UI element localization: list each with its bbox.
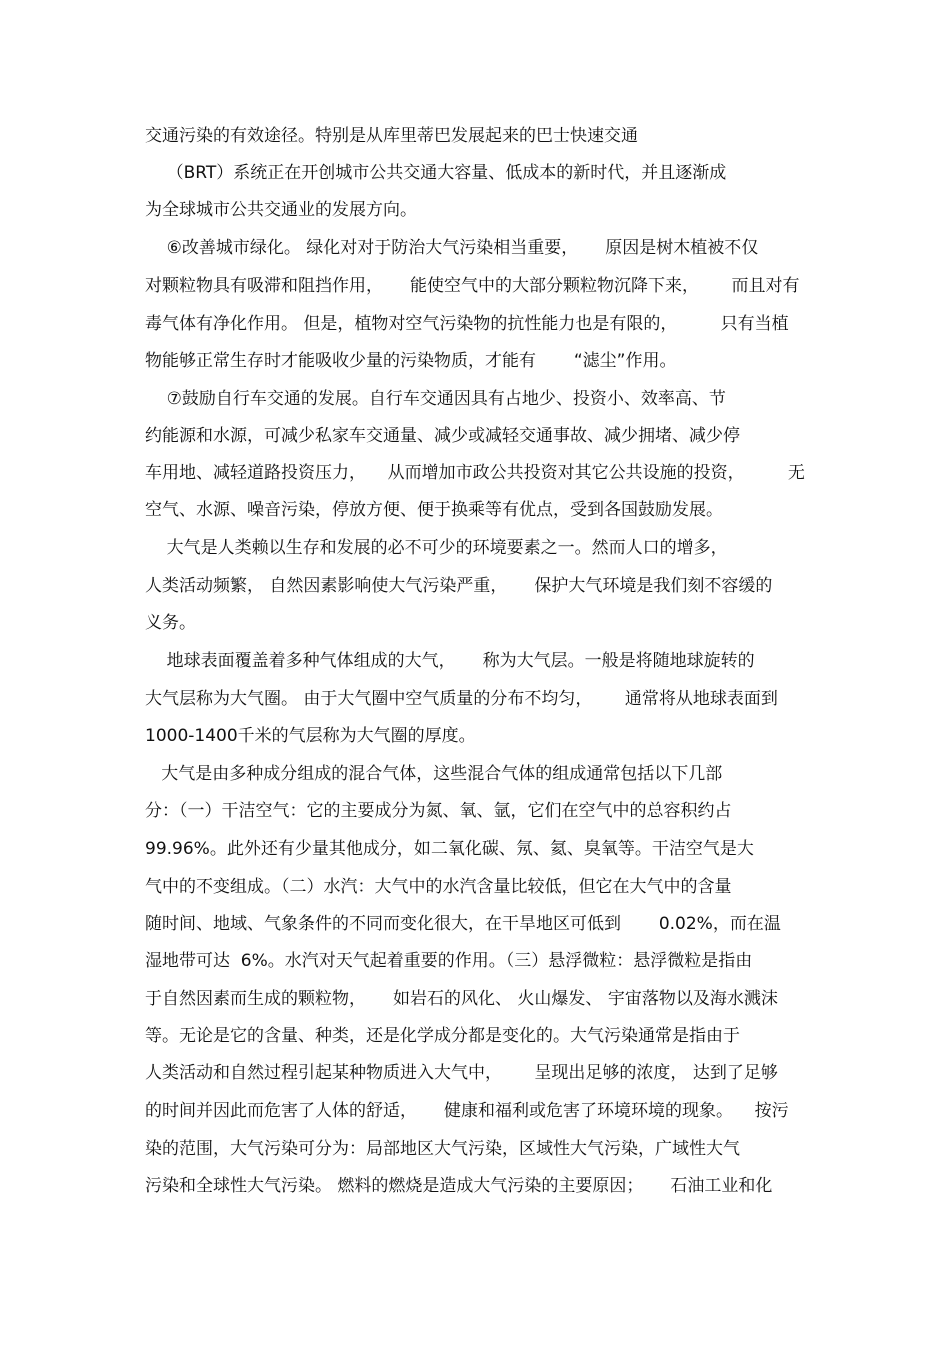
text-line: 大气是人类赖以生存和发展的必不可少的环境要素之一。然而人口的增多，	[145, 538, 728, 558]
text-line: 空气、水源、噪音污染，停放方便、便于换乘等有优点，受到各国鼓励发展。	[145, 500, 723, 520]
text-line: 于自然因素而生成的颗粒物， 如岩石的风化、 火山爆发、 宇宙落物以及海水溅沫	[145, 989, 778, 1009]
text-line: 大气层称为大气圈。 由于大气圈中空气质量的分布不均匀， 通常将从地球表面到	[145, 689, 778, 709]
text-line: 气中的不变组成。（二）水汽：大气中的水汽含量比较低，但它在大气中的含量	[145, 877, 732, 897]
text-line: 物能够正常生存时才能吸收少量的污染物质，才能有 “滤尘”作用。	[145, 351, 677, 371]
text-line: 人类活动和自然过程引起某种物质进入大气中， 呈现出足够的浓度， 达到了足够	[145, 1063, 778, 1083]
text-line: 染的范围，大气污染可分为：局部地区大气污染，区域性大气污染，广域性大气	[145, 1139, 740, 1159]
text-line: （BRT）系统正在开创城市公共交通大容量、低成本的新时代，并且逐渐成	[145, 163, 727, 183]
text-line: ⑥改善城市绿化。 绿化对对于防治大气污染相当重要， 原因是树木植被不仅	[145, 238, 759, 258]
text-line: 交通污染的有效途径。特别是从库里蒂巴发展起来的巴士快速交通	[145, 126, 638, 146]
text-line: 对颗粒物具有吸滞和阻挡作用， 能使空气中的大部分颗粒物沉降下来， 而且对有	[145, 276, 800, 296]
text-line: 的时间并因此而危害了人体的舒适， 健康和福利或危害了环境环境的现象。 按污	[145, 1101, 789, 1121]
text-line: 随时间、地域、气象条件的不同而变化很大，在干旱地区可低到 0.02%，而在温	[145, 914, 781, 934]
text-line: 人类活动频繁， 自然因素影响使大气污染严重， 保护大气环境是我们刻不容缓的	[145, 576, 773, 596]
text-line: 污染和全球性大气污染。 燃料的燃烧是造成大气污染的主要原因； 石油工业和化	[145, 1176, 773, 1196]
text-line: 湿地带可达 6%。水汽对天气起着重要的作用。（三）悬浮微粒：悬浮微粒是指由	[145, 951, 753, 971]
text-line: 为全球城市公共交通业的发展方向。	[145, 200, 417, 220]
text-line: 地球表面覆盖着多种气体组成的大气， 称为大气层。一般是将随地球旋转的	[145, 651, 755, 671]
text-line: ⑦鼓励自行车交通的发展。自行车交通因具有占地少、投资小、效率高、节	[145, 389, 726, 409]
text-line: 等。无论是它的含量、种类，还是化学成分都是变化的。大气污染通常是指由于	[145, 1026, 740, 1046]
text-line: 义务。	[145, 613, 196, 633]
text-line: 毒气体有净化作用。 但是，植物对空气污染物的抗性能力也是有限的， 只有当植	[145, 314, 789, 334]
text-line: 大气是由多种成分组成的混合气体，这些混合气体的组成通常包括以下几部	[145, 764, 723, 784]
text-line: 车用地、减轻道路投资压力， 从而增加市政公共投资对其它公共设施的投资， 无	[145, 463, 805, 483]
text-line: 1000-1400千米的气层称为大气圈的厚度。	[145, 726, 476, 746]
text-line: 约能源和水源，可减少私家车交通量、减少或减轻交通事故、减少拥堵、减少停	[145, 426, 740, 446]
text-line: 99.96%。此外还有少量其他成分，如二氧化碳、氖、氦、臭氧等。干洁空气是大	[145, 839, 754, 859]
text-line: 分：（一）干洁空气：它的主要成分为氮、氧、氩，它们在空气中的总容积约占	[145, 801, 732, 821]
